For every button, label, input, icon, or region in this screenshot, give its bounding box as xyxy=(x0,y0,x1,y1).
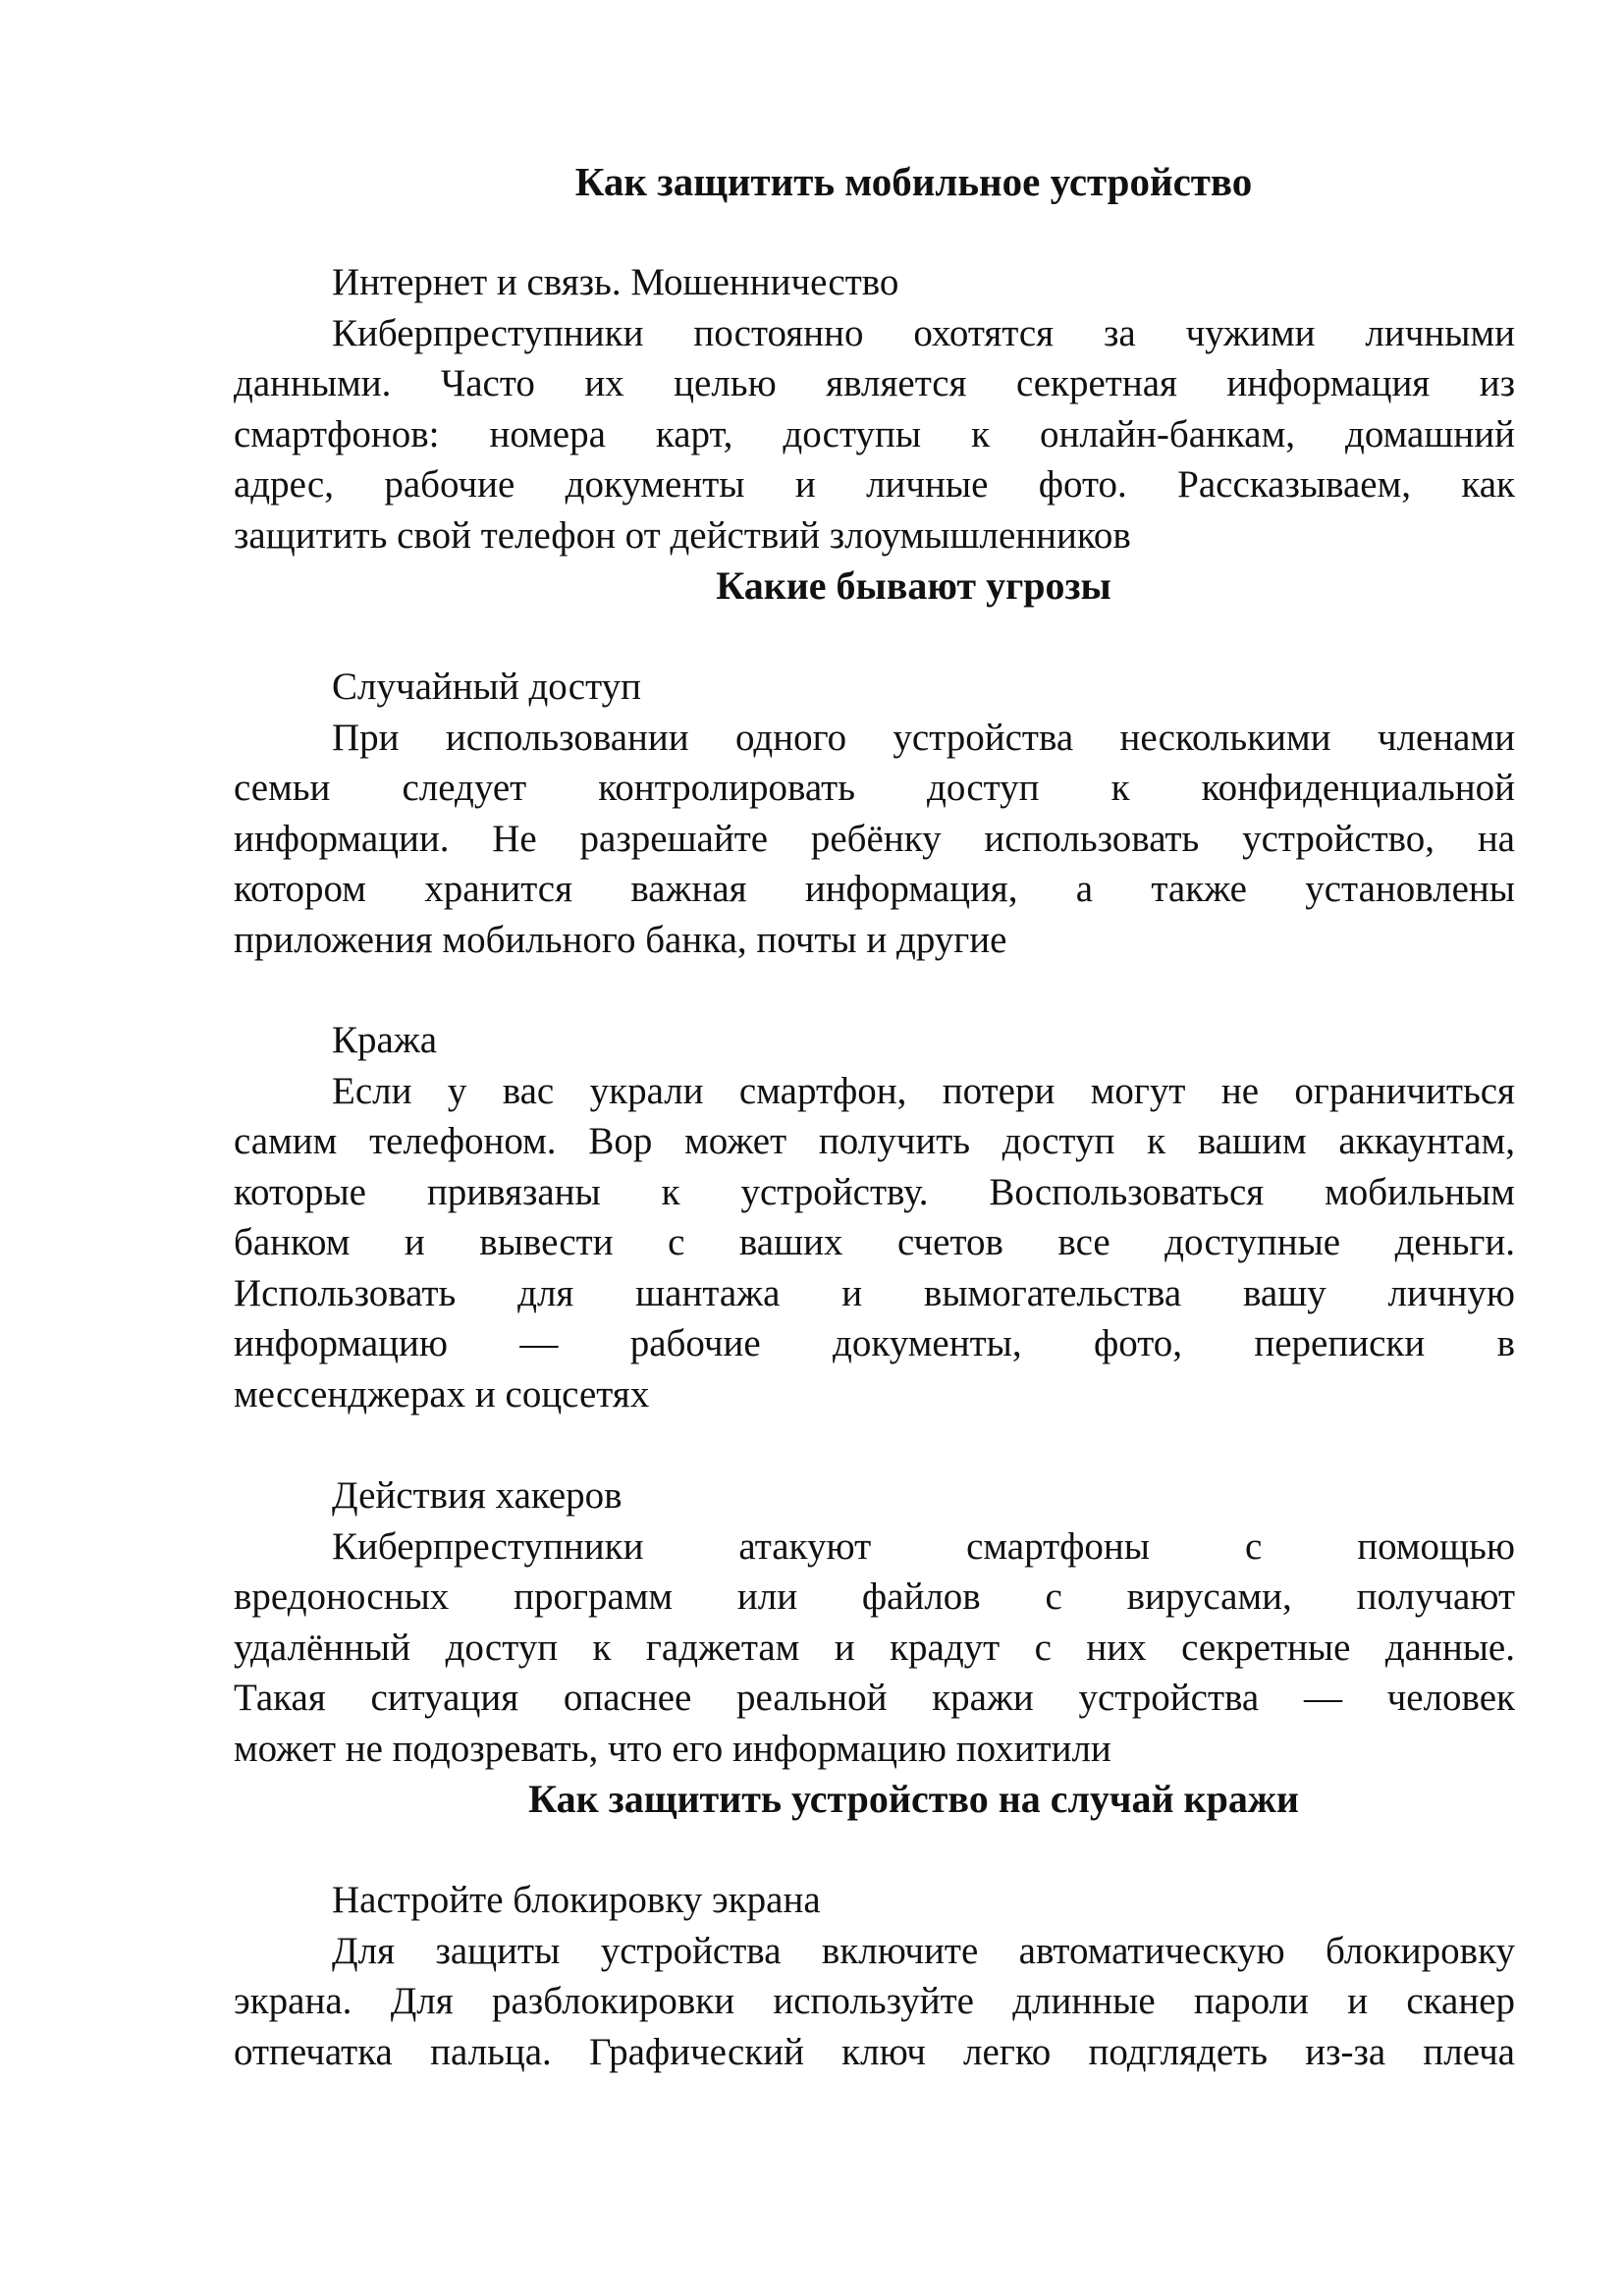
intro-line: смартфонов: номера карт, доступы к онлайн-банкам, домашний xyxy=(234,412,1515,455)
section-heading-protect: Как защитить устройство на случай кражи xyxy=(528,1777,1299,1821)
paragraph-line: самим телефоном. Вор может получить доступ к вашим аккаунтам, xyxy=(234,1120,1515,1162)
paragraph-line: мессенджерах и соцсетях xyxy=(234,1372,650,1415)
intro-line: Киберпреступники постоянно охотятся за чужими личными xyxy=(332,311,1515,354)
paragraph-line: Если у вас украли смартфон, потери могут не ограничиться xyxy=(332,1069,1515,1112)
paragraph-line: Для защиты устройства включите автоматическую блокировку xyxy=(332,1929,1515,1972)
paragraph-line: Использовать для шантажа и вымогательства вашу личную xyxy=(234,1271,1515,1314)
section-heading-threats: Какие бывают угрозы xyxy=(716,563,1111,608)
subsection-title: Настройте блокировку экрана xyxy=(332,1879,821,1921)
threats-heading-block xyxy=(234,561,1515,612)
page-title-block xyxy=(234,157,1515,208)
paragraph-line: которые привязаны к устройству. Воспользоваться мобильным xyxy=(234,1170,1515,1213)
paragraph-line: может не подозревать, что его информацию похитили xyxy=(234,1727,1111,1770)
paragraph-line: отпечатка пальца. Графический ключ легко подглядеть из-за плеча xyxy=(234,2030,1515,2073)
intro-section xyxy=(234,257,1515,561)
paragraph-line: удалённый доступ к гаджетам и крадут с них секретные данные. xyxy=(234,1626,1515,1669)
paragraph-line: котором хранится важная информация, а также установлены xyxy=(234,868,1515,910)
accidental-access-section xyxy=(234,662,1515,965)
screen-lock-section xyxy=(234,1875,1515,2077)
paragraph-line: информации. Не разрешайте ребёнку использовать устройство, на xyxy=(234,817,1515,860)
paragraph-line: Киберпреступники атакуют смартфоны с помощью xyxy=(332,1524,1515,1568)
theft-section xyxy=(234,1015,1515,1419)
paragraph-line: экрана. Для разблокировки используйте длинные пароли и сканер xyxy=(234,1980,1515,2022)
paragraph-line: Такая ситуация опаснее реальной кражи устройства — человек xyxy=(234,1677,1515,1719)
paragraph-line: семьи следует контролировать доступ к конфиденциальной xyxy=(234,767,1515,809)
paragraph-line: вредоносных программ или файлов с вирусами, получают xyxy=(234,1575,1515,1618)
subsection-title: Кража xyxy=(332,1019,438,1061)
intro-line: защитить свой телефон от действий злоумышленников xyxy=(234,513,1131,557)
paragraph-line: При использовании одного устройства несколькими членами xyxy=(332,716,1515,759)
intro-line: адрес, рабочие документы и личные фото. Рассказываем, как xyxy=(234,463,1515,506)
intro-subtitle: Интернет и связь. Мошенничество xyxy=(332,261,899,303)
paragraph-line: банком и вывести с ваших счетов все доступные деньги. xyxy=(234,1221,1515,1263)
subsection-title: Случайный доступ xyxy=(332,666,641,708)
hackers-section xyxy=(234,1470,1515,1774)
subsection-title: Действия хакеров xyxy=(332,1474,623,1517)
intro-line: данными. Часто их целью является секретная информация из xyxy=(234,362,1515,404)
paragraph-line: приложения мобильного банка, почты и другие xyxy=(234,918,1007,961)
paragraph-line: информацию — рабочие документы, фото, переписки в xyxy=(234,1322,1515,1364)
page-title: Как защитить мобильное устройство xyxy=(574,159,1253,204)
protect-heading-block xyxy=(234,1774,1515,1825)
